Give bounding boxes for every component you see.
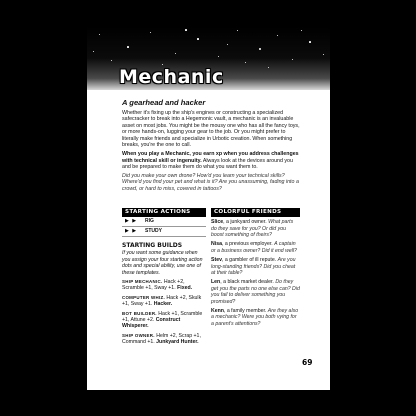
friend-entry bbox=[211, 279, 300, 305]
action-name: RIG bbox=[145, 218, 154, 225]
friend-entry bbox=[211, 241, 300, 254]
friend-desc: , a family member. bbox=[223, 308, 268, 315]
starting-builds-header: STARTING BUILDS bbox=[122, 242, 183, 249]
action-name: STUDY bbox=[145, 228, 162, 235]
friend-name: Slice bbox=[211, 219, 224, 226]
action-row bbox=[122, 217, 206, 227]
build-text: Hack +2, Skulk +1, Sway +1. bbox=[122, 294, 202, 308]
build-entry bbox=[122, 311, 206, 330]
page-number: 69 bbox=[302, 358, 313, 367]
build-entry bbox=[122, 295, 206, 308]
friend-name: Nisa bbox=[211, 241, 222, 248]
build-label: SHIP OWNER. bbox=[122, 332, 155, 338]
build-label: COMPUTER WHIZ. bbox=[122, 294, 165, 300]
friend-name: Kenn bbox=[211, 308, 224, 315]
build-ability: Hacker. bbox=[153, 301, 173, 308]
build-ability: Construct Whisperer. bbox=[122, 317, 181, 330]
colorful-friends-header: COLORFUL FRIENDS bbox=[211, 208, 300, 217]
intro-text bbox=[122, 110, 300, 195]
action-row bbox=[122, 227, 206, 237]
build-text: Hack +1, Scramble +1, Attune +2. bbox=[122, 310, 203, 324]
friend-question: What parts do they save for you? Or did you boost something of theirs? bbox=[211, 219, 294, 238]
xp-trigger: When you play a Mechanic, you earn xp when you address challenges with technical skill or ingenuity. bbox=[122, 151, 299, 164]
action-dots-icon: ▶ ▶ bbox=[125, 218, 138, 225]
friend-name: Stev bbox=[211, 257, 222, 264]
build-text: Hack +2, Scramble +1, Sway +1. bbox=[122, 279, 185, 292]
build-label: SHIP MECHANIC. bbox=[122, 279, 163, 285]
xp-paragraph bbox=[122, 151, 300, 170]
build-entry bbox=[122, 279, 206, 292]
subtitle: A gearhead and hacker bbox=[122, 98, 206, 107]
friend-name: Len bbox=[211, 279, 221, 286]
friend-question: Do they get you the parts no one else can? Did you fail to deliver something you promised? bbox=[211, 279, 300, 305]
friend-desc: , a junkyard owner. bbox=[223, 219, 269, 226]
build-ability: Fixed. bbox=[177, 285, 193, 292]
right-column bbox=[211, 208, 300, 330]
starting-actions-header: STARTING ACTIONS bbox=[122, 208, 206, 217]
friend-entry bbox=[211, 219, 300, 238]
page-title: Mechanic bbox=[119, 66, 224, 88]
action-dots-icon: ▶ ▶ bbox=[125, 228, 138, 235]
friend-desc: , a black market dealer. bbox=[220, 279, 276, 286]
character-questions: Did you make your own drone? How'd you learn your technical skills? Where'd you find your pet and what is it? Are you unassuming, fading into a crowd, or hard to miss, covered in tattoos? bbox=[122, 172, 299, 192]
friend-entry bbox=[211, 308, 300, 327]
build-ability: Junkyard Hunter. bbox=[156, 339, 199, 346]
starting-builds-intro: If you want some guidance when you assign your four starting action dots and special ability, use one of these templates. bbox=[122, 250, 203, 276]
friend-desc: , a previous employer. bbox=[221, 241, 275, 248]
friend-question: Are you long-standing friends? Did you cheat at their table? bbox=[211, 257, 296, 277]
build-label: BOT BUILDER. bbox=[122, 310, 157, 316]
build-entry bbox=[122, 333, 206, 346]
starfield-banner bbox=[87, 26, 330, 90]
build-text: Helm +2, Scrap +1, Command +1. bbox=[122, 332, 201, 346]
intro-paragraph: Whether it's fixing up the ship's engines or constructing a specialized safecracker to break into a Hegemonic vault, a mechanic is an invaluable asset on most jobs. You might be the mousy one who has all the fancy toys, or more hands-on, lugging your gear to the job. Or you might prefer to literally make friends and specialize in Urbotic creation. When something breaks, you're the one to call. bbox=[122, 110, 300, 149]
friend-desc: , a gambler of ill repute. bbox=[221, 257, 278, 264]
friend-question: Are they also a mechanic? Were you both vying for a parent's attentions? bbox=[211, 308, 299, 327]
friend-question: A captain or a business owner? Did it end well? bbox=[211, 241, 297, 254]
xp-advice: Always look at the devices around you and be prepared to make them do what you want them to. bbox=[122, 157, 293, 171]
friend-entry bbox=[211, 257, 300, 276]
left-column bbox=[122, 208, 206, 349]
